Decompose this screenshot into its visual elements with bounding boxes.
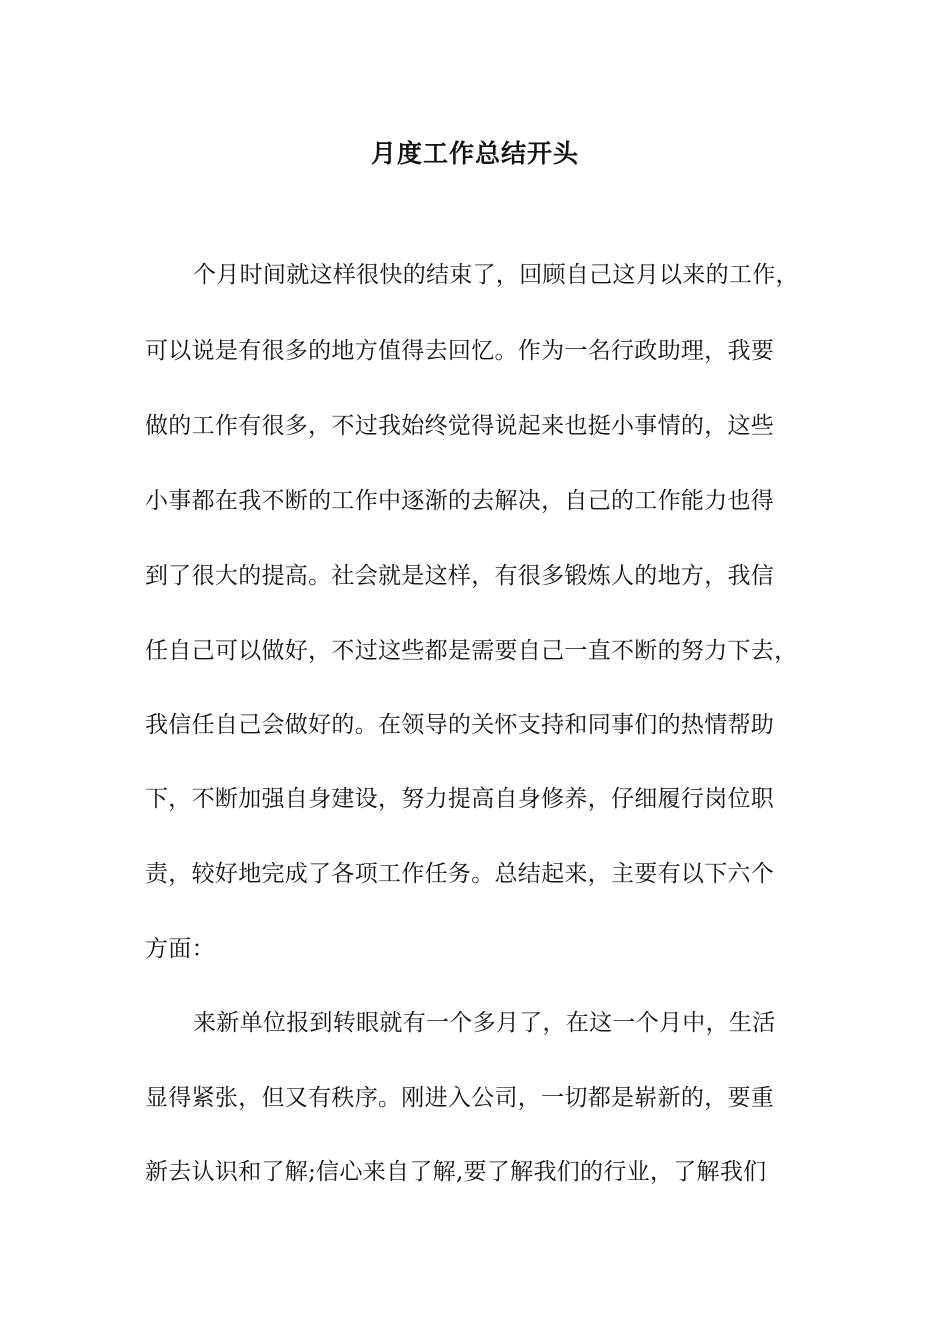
paragraph-line: 方面： <box>145 936 215 962</box>
paragraph-line: 到了很大的提高。社会就是这样，有很多锻炼人的地方，我信 <box>145 563 775 589</box>
document-title: 月度工作总结开头 <box>370 139 579 168</box>
paragraph-line: 任自己可以做好，不过这些都是需要自己一直不断的努力下去， <box>145 638 798 664</box>
paragraph-line: 我信任自己会做好的。在领导的关怀支持和同事们的热情帮助 <box>145 712 775 738</box>
paragraph-line: 做的工作有很多，不过我始终觉得说起来也挺小事情的，这些 <box>145 413 775 439</box>
paragraph-line: 小事都在我不断的工作中逐渐的去解决，自己的工作能力也得 <box>145 488 775 514</box>
paragraph-line: 下，不断加强自身建设，努力提高自身修养，仔细履行岗位职 <box>145 786 775 812</box>
paragraph-line: 来新单位报到转眼就有一个多月了，在这一个月中，生活 <box>193 1010 776 1036</box>
paragraph-line: 可以说是有很多的地方值得去回忆。作为一名行政助理，我要 <box>145 338 775 364</box>
paragraph-line: 显得紧张，但又有秩序。刚进入公司，一切都是崭新的，要重 <box>145 1085 775 1111</box>
paragraph-line: 责，较好地完成了各项工作任务。总结起来，主要有以下六个 <box>145 861 775 887</box>
paragraph-line: 个月时间就这样很快的结束了，回顾自己这月以来的工作， <box>193 262 799 288</box>
paragraph-line: 新去认识和了解;信心来自了解,要了解我们的行业，了解我们 <box>145 1159 767 1185</box>
